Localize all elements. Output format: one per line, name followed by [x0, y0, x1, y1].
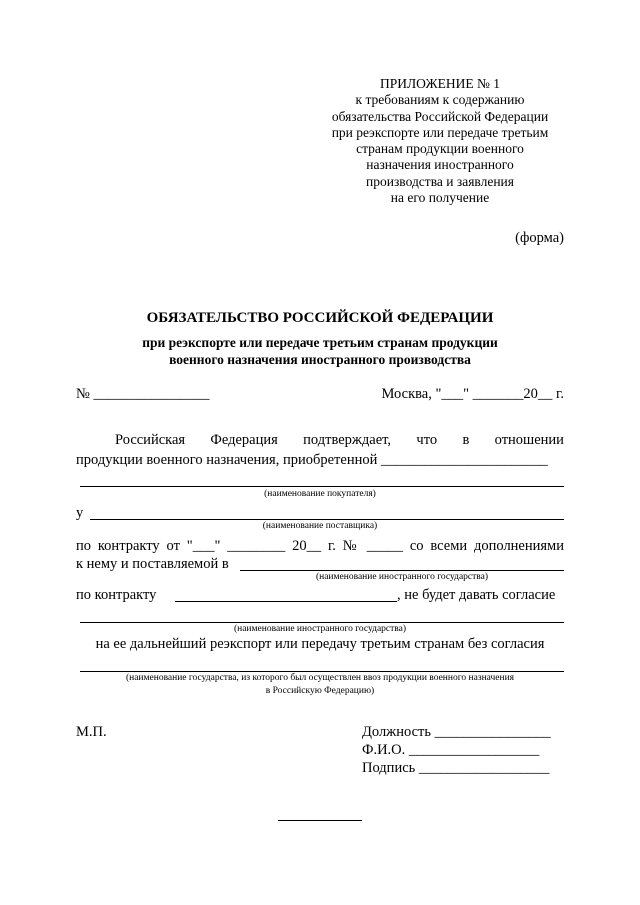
contract2-end: , не будет давать согласие: [397, 587, 556, 603]
paragraph-line-1: [115, 432, 564, 449]
caption-buyer: (наименование покупателя): [264, 489, 376, 499]
state-blank: [80, 671, 564, 672]
caption-state-line-1: (наименование государства, из которого был осуществлен ввоз продукции военного назначения: [125, 673, 515, 683]
appendix-line: на его получение: [390, 190, 490, 206]
supplied-to-label: к нему и поставляемой в: [76, 556, 229, 572]
foreign-state-blank-2: [80, 622, 564, 623]
word: что: [416, 432, 438, 448]
name-field: Ф.И.О. __________________: [362, 742, 540, 758]
caption-supplier: (наименование поставщика): [262, 521, 378, 531]
word: Российская: [115, 432, 186, 448]
appendix-line: ПРИЛОЖЕНИЕ № 1: [379, 76, 501, 91]
appendix-line: странам продукции военного: [356, 141, 524, 157]
caption-foreign-state-2: (наименование иностранного государства): [233, 624, 407, 634]
appendix-line: обязательства Российской Федерации: [331, 108, 549, 124]
city-date: Москва, "___" _______20__ г.: [381, 386, 564, 402]
appendix-line: при реэкспорте или передаче третьим: [331, 124, 549, 140]
document-title: ОБЯЗАТЕЛЬСТВО РОССИЙСКОЙ ФЕДЕРАЦИИ: [146, 310, 494, 326]
appendix-line: назначения иностранного: [366, 157, 514, 173]
caption-state-line-2: в Российскую Федерацию): [265, 686, 375, 696]
word: в: [462, 432, 470, 448]
end-separator: [278, 820, 362, 821]
word: подтверждает,: [303, 432, 392, 448]
supplier-blank: [90, 519, 564, 520]
word: отношении: [494, 432, 564, 448]
contract2-blank: [175, 601, 397, 602]
document-subtitle-2: военного назначения иностранного производства: [169, 352, 471, 367]
signature-field: Подпись __________________: [362, 760, 550, 776]
appendix-line: производства и заявления: [366, 173, 514, 189]
contract2-start: по контракту: [76, 587, 157, 603]
reexport-line: на ее дальнейший реэкспорт или передачу третьим странам без согласия: [95, 636, 545, 652]
document-number: № ________________: [76, 386, 210, 402]
contract-line: по контракту от "___" ________ 20__ г. № _____ со всеми дополнениями: [76, 538, 564, 554]
stamp-place: М.П.: [76, 724, 107, 740]
supplier-prefix: у: [76, 505, 84, 521]
foreign-state-blank-1: [240, 570, 564, 571]
appendix-block: [330, 76, 550, 206]
position-field: Должность ________________: [362, 724, 551, 740]
caption-foreign-state-1: (наименование иностранного государства): [315, 572, 489, 582]
document-subtitle-1: при реэкспорте или передаче третьим странам продукции: [142, 335, 498, 350]
paragraph-line-2: продукции военного назначения, приобретенной _______________________: [76, 452, 548, 468]
appendix-line: к требованиям к содержанию: [355, 92, 525, 108]
word: Федерация: [210, 432, 278, 448]
buyer-blank: [80, 486, 564, 487]
form-label: (форма): [515, 230, 564, 246]
